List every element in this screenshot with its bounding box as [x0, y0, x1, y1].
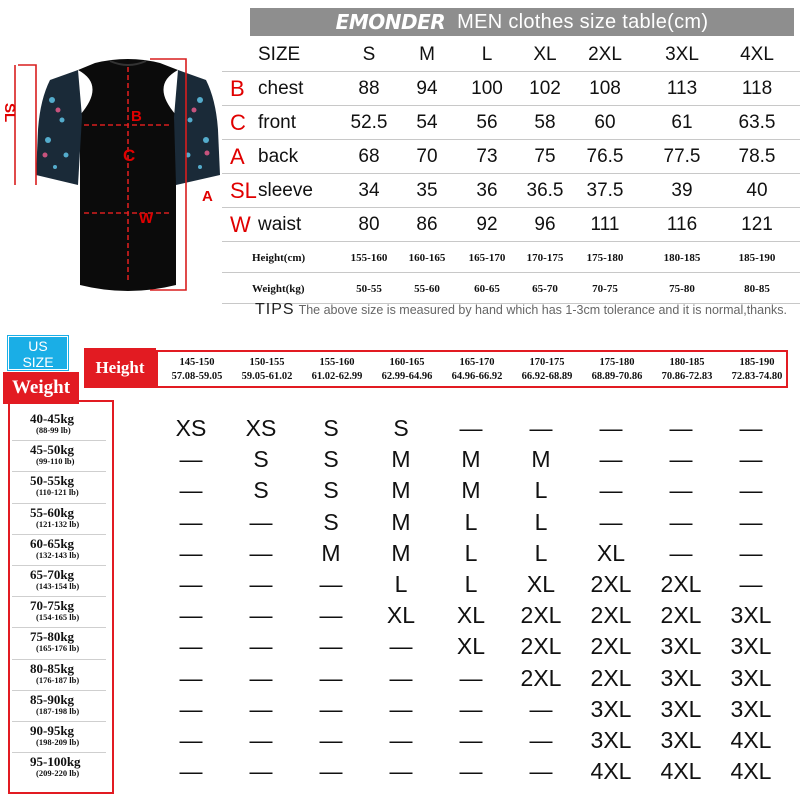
measure-value: 77.5: [663, 146, 701, 167]
size-cell: 2XL: [590, 664, 632, 691]
size-cell: M: [531, 446, 551, 473]
weight-divider: [12, 534, 106, 535]
measure-value: 116: [666, 214, 698, 235]
measure-value: 96: [534, 214, 556, 235]
size-cell: L: [534, 477, 548, 504]
measure-value: 54: [416, 112, 438, 133]
size-column-header: SIZE: [258, 44, 301, 65]
measure-label: Weight(kg): [252, 283, 305, 295]
size-cell: S: [253, 477, 269, 504]
size-cell: —: [739, 477, 763, 504]
weight-row: [30, 443, 130, 466]
height-cm: 160-165: [389, 357, 425, 368]
size-cell: 4XL: [590, 758, 632, 785]
sleeve-length-label: SL: [1, 103, 18, 123]
weight-lb: (99-110 lb): [36, 456, 75, 467]
size-cell: L: [394, 571, 408, 597]
weight-lb: (198-209 lb): [36, 737, 80, 747]
weight-row: [30, 662, 130, 685]
size-cell: —: [459, 664, 483, 691]
size-cell: 3XL: [590, 695, 632, 722]
size-cell: M: [461, 477, 481, 504]
size-cell: 3XL: [660, 695, 702, 722]
size-cell: —: [249, 727, 273, 753]
size-cell: L: [534, 539, 548, 566]
size-cell: —: [179, 602, 203, 629]
weight-lb: (110-121 lb): [36, 487, 79, 498]
measure-value: 39: [671, 180, 693, 201]
weight-row: [30, 755, 130, 778]
size-cell: —: [389, 727, 413, 753]
measure-value: 118: [741, 78, 773, 99]
weight-kg: 95-100kg: [30, 754, 81, 770]
measure-value: 185-190: [738, 252, 776, 264]
height-cm: 180-185: [669, 357, 705, 368]
weight-lb: (143-154 lb): [36, 581, 80, 591]
size-cell: M: [461, 446, 481, 473]
weight-lb: (154-165 lb): [36, 612, 80, 623]
measure-value: 60-65: [474, 283, 500, 295]
measure-label: chest: [258, 78, 304, 99]
weight-kg: 75-80kg: [30, 629, 75, 645]
measure-value: 100: [471, 78, 503, 99]
size-cell: —: [249, 695, 273, 722]
size-header-xl: XL: [533, 44, 557, 65]
measure-value: 75: [534, 146, 556, 167]
measure-value: 180-185: [663, 252, 701, 264]
size-cell: —: [599, 508, 623, 535]
measure-value: 92: [476, 214, 498, 235]
height-cm: 150-155: [249, 357, 285, 368]
measure-value: 111: [590, 214, 620, 235]
measure-value: 52.5: [350, 112, 388, 133]
size-cell: —: [599, 477, 623, 504]
size-cell: —: [529, 758, 553, 785]
size-cell: 4XL: [730, 727, 772, 753]
measure-letter-c: C: [230, 110, 246, 135]
size-cell: 2XL: [520, 664, 562, 691]
size-cell: —: [179, 695, 203, 722]
size-cell: S: [393, 415, 409, 441]
size-cell: —: [249, 664, 273, 691]
size-cell: M: [391, 508, 411, 535]
size-cell: —: [739, 539, 763, 566]
front-marker: C: [123, 146, 136, 165]
size-cell: 3XL: [660, 633, 702, 660]
size-cell: —: [669, 508, 693, 535]
weight-kg: 45-50kg: [30, 442, 75, 458]
weight-lb: (187-198 lb): [36, 705, 80, 716]
measure-value: 36: [476, 180, 498, 201]
back-marker: A: [202, 188, 213, 205]
size-cell: —: [389, 695, 413, 722]
measure-value: 70: [416, 146, 438, 167]
height-inch: 70.86-72.83: [661, 371, 713, 382]
weight-divider: [12, 721, 106, 722]
size-cell: —: [389, 758, 413, 785]
size-cell: 3XL: [660, 664, 702, 691]
size-cell: —: [529, 415, 553, 441]
measure-letter-sl: SL: [230, 178, 257, 203]
size-cell: —: [179, 727, 203, 753]
size-cell: —: [389, 664, 413, 691]
size-cell: L: [464, 508, 478, 535]
size-cell: XS: [245, 415, 277, 441]
height-cm: 165-170: [459, 357, 495, 368]
size-cell: M: [391, 477, 411, 504]
size-cell: —: [739, 571, 763, 597]
measure-value: 113: [666, 78, 698, 99]
weight-kg: 80-85kg: [30, 660, 75, 676]
measure-label: back: [258, 146, 299, 167]
weight-kg: 70-75kg: [30, 598, 75, 614]
size-cell: —: [179, 664, 203, 691]
size-cell: —: [459, 695, 483, 722]
size-cell: —: [529, 695, 553, 722]
size-cell: 2XL: [590, 633, 632, 660]
size-cell: S: [253, 446, 269, 473]
weight-kg: 50-55kg: [30, 473, 75, 489]
size-cell: L: [464, 571, 478, 597]
weight-divider: [12, 752, 106, 753]
size-header-3xl: 3XL: [665, 44, 699, 65]
measure-label: front: [258, 112, 297, 133]
size-cell: S: [323, 446, 339, 473]
size-cell: M: [391, 446, 411, 473]
weight-row: [30, 537, 130, 560]
tips-label: TIPS: [255, 301, 295, 318]
weight-row: [30, 412, 130, 435]
size-cell: —: [319, 602, 343, 629]
size-cell: —: [249, 758, 273, 785]
size-cell: —: [179, 571, 203, 597]
weight-lb: (121-132 lb): [36, 518, 80, 529]
weight-divider: [12, 565, 106, 566]
tips-text: The above size is measured by hand which has 1-3cm tolerance and it is normal,thanks.: [298, 303, 788, 317]
size-cell: —: [319, 727, 343, 753]
size-cell: —: [459, 758, 483, 785]
measure-value: 155-160: [350, 252, 388, 264]
measure-value: 65-70: [532, 283, 558, 295]
size-cell: —: [179, 633, 203, 660]
weight-row: [30, 506, 130, 529]
measure-value: 121: [741, 214, 773, 235]
measure-value: 86: [416, 214, 438, 235]
weight-lb: (132-143 lb): [36, 549, 80, 560]
size-cell: 3XL: [590, 727, 632, 753]
weight-kg: 90-95kg: [30, 723, 75, 738]
size-cell: —: [249, 571, 273, 597]
weight-lb: (88-99 lb): [36, 425, 71, 435]
measure-value: 75-80: [669, 283, 695, 295]
measure-value: 61: [671, 112, 693, 133]
height-inch: 72.83-74.80: [731, 371, 783, 382]
weight-divider: [12, 503, 106, 504]
size-cell: 4XL: [730, 758, 772, 785]
size-header-4xl: 4XL: [740, 44, 774, 65]
size-cell: —: [179, 446, 203, 473]
weight-row: [30, 724, 130, 747]
weight-lb: (176-187 lb): [36, 674, 80, 685]
size-cell: —: [179, 477, 203, 504]
weight-divider: [12, 690, 106, 691]
size-cell: XL: [456, 633, 486, 660]
measure-value: 63.5: [738, 112, 776, 133]
height-cm: 175-180: [599, 357, 635, 368]
size-cell: —: [669, 446, 693, 473]
height-inch: 61.02-62.99: [311, 371, 363, 382]
size-cell: 3XL: [730, 633, 772, 660]
size-cell: S: [323, 415, 339, 441]
measure-value: 165-170: [468, 252, 506, 264]
measure-letter-w: W: [230, 212, 251, 237]
size-header-l: L: [481, 44, 493, 65]
measure-value: 70-75: [592, 283, 618, 295]
height-axis-label: Height: [84, 348, 156, 388]
measure-value: 37.5: [586, 180, 624, 201]
size-header-s: S: [362, 44, 376, 65]
measure-value: 60: [594, 112, 616, 133]
weight-kg: 85-90kg: [30, 691, 75, 707]
measure-value: 80: [358, 214, 380, 235]
height-inch: 62.99-64.96: [381, 371, 433, 382]
measure-value: 108: [589, 78, 621, 99]
height-cm: 155-160: [319, 357, 355, 368]
size-cell: 2XL: [590, 602, 632, 629]
size-cell: —: [599, 415, 623, 441]
measure-value: 58: [534, 112, 556, 133]
brand-logo: EMONDER: [335, 10, 446, 34]
weight-divider: [12, 471, 106, 472]
size-cell: —: [319, 695, 343, 722]
measure-value: 50-55: [356, 283, 382, 295]
size-cell: —: [319, 664, 343, 691]
measure-value: 68: [358, 146, 380, 167]
size-cell: —: [389, 633, 413, 660]
size-cell: L: [464, 539, 478, 566]
size-cell: XL: [596, 539, 626, 566]
measure-value: 73: [476, 146, 498, 167]
size-cell: —: [599, 446, 623, 473]
weight-axis-label: Weight: [3, 372, 79, 404]
size-table-title: MEN clothes size table(cm): [457, 10, 709, 33]
weight-lb: (165-176 lb): [36, 643, 80, 654]
measure-value: 175-180: [586, 252, 624, 264]
size-cell: XL: [386, 602, 416, 629]
weight-row: [30, 630, 130, 653]
weight-divider: [12, 659, 106, 660]
height-cm: 170-175: [529, 357, 565, 368]
measure-label: Height(cm): [252, 252, 306, 264]
height-inch: 57.08-59.05: [171, 371, 223, 382]
weight-row: [30, 693, 130, 716]
size-cell: —: [179, 758, 203, 785]
size-cell: 2XL: [590, 571, 632, 597]
us-size-line1: US: [28, 338, 48, 354]
measure-value: 55-60: [414, 283, 440, 295]
measure-value: 80-85: [744, 283, 770, 295]
measure-value: 36.5: [526, 180, 564, 201]
size-cell: —: [739, 446, 763, 473]
size-cell: 2XL: [660, 571, 702, 597]
size-cell: S: [323, 508, 339, 535]
measure-letter-b: B: [230, 76, 245, 101]
size-cell: —: [669, 477, 693, 504]
size-cell: —: [459, 415, 483, 441]
weight-row: [30, 474, 130, 497]
size-cell: —: [179, 508, 203, 535]
height-cm: 145-150: [179, 357, 215, 368]
weight-divider: [12, 440, 106, 441]
size-cell: —: [249, 508, 273, 535]
measure-label: waist: [258, 214, 302, 235]
measure-value: 88: [358, 78, 380, 99]
size-cell: 4XL: [660, 758, 702, 785]
weight-divider: [12, 596, 106, 597]
weight-kg: 65-70kg: [30, 567, 75, 582]
us-size-line2: SIZE: [22, 354, 54, 370]
size-cell: —: [529, 727, 553, 753]
size-cell: XL: [456, 602, 486, 629]
size-header-m: M: [419, 44, 435, 65]
measure-value: 78.5: [738, 146, 776, 167]
measure-value: 35: [416, 180, 438, 201]
measure-value: 76.5: [586, 146, 624, 167]
height-inch: 68.89-70.86: [591, 371, 643, 382]
size-cell: —: [319, 633, 343, 660]
weight-row: [30, 568, 130, 591]
size-cell: 3XL: [730, 664, 772, 691]
size-cell: 3XL: [730, 695, 772, 722]
size-cell: —: [179, 539, 203, 566]
waist-marker: W: [139, 210, 154, 227]
size-cell: —: [739, 508, 763, 535]
size-cell: —: [249, 539, 273, 566]
size-cell: —: [459, 727, 483, 753]
measure-value: 40: [746, 180, 768, 201]
size-cell: XL: [526, 571, 556, 597]
size-header-2xl: 2XL: [588, 44, 622, 65]
measure-letter-a: A: [230, 144, 245, 169]
size-cell: —: [249, 602, 273, 629]
measure-value: 170-175: [526, 252, 564, 264]
measure-value: 34: [358, 180, 380, 201]
weight-kg: 40-45kg: [30, 411, 75, 426]
size-cell: 2XL: [660, 602, 702, 629]
size-cell: —: [249, 633, 273, 660]
size-cell: 3XL: [730, 602, 772, 629]
height-inch: 66.92-68.89: [521, 371, 573, 382]
weight-lb: (209-220 lb): [36, 768, 80, 779]
weight-divider: [12, 627, 106, 628]
size-cell: M: [391, 539, 411, 566]
weight-kg: 60-65kg: [30, 535, 75, 551]
weight-kg: 55-60kg: [30, 504, 75, 520]
height-cm: 185-190: [739, 357, 775, 368]
size-cell: —: [319, 758, 343, 785]
size-cell: 2XL: [520, 633, 562, 660]
measure-value: 160-165: [408, 252, 446, 264]
measure-label: sleeve: [258, 180, 313, 201]
height-inch: 64.96-66.92: [451, 371, 503, 382]
size-cell: —: [669, 415, 693, 441]
measure-value: 56: [476, 112, 498, 133]
size-cell: M: [321, 539, 341, 566]
size-cell: —: [739, 415, 763, 441]
height-inch: 59.05-61.02: [241, 371, 293, 382]
chest-marker: B: [131, 108, 142, 125]
size-cell: 3XL: [660, 727, 702, 753]
size-cell: XS: [175, 415, 207, 441]
weight-row: [30, 599, 130, 622]
size-cell: —: [319, 571, 343, 597]
size-cell: 2XL: [520, 602, 562, 629]
measure-value: 94: [416, 78, 438, 99]
size-cell: S: [323, 477, 339, 504]
size-cell: —: [669, 539, 693, 566]
measure-value: 102: [529, 78, 561, 99]
size-cell: L: [534, 508, 548, 535]
